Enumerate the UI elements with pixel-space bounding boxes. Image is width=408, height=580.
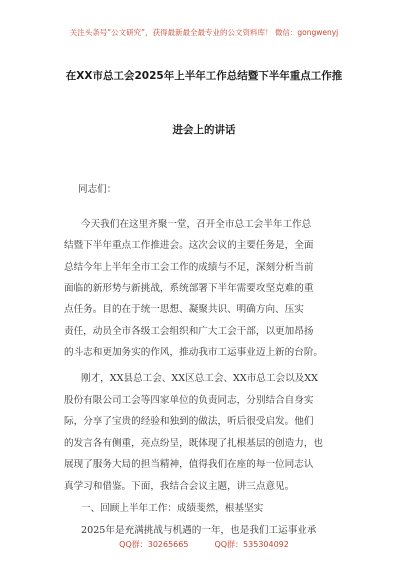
footer-qq-group-1: QQ群：30265665 (119, 540, 189, 549)
paragraph-line: 刚才，XX县总工会、XX区总工会、XX市总工会以及XX (81, 373, 318, 384)
document-title-line-2: 进会上的讲话 (172, 124, 236, 136)
paragraph-line: 责任，动员全市各级工会组织和广大工会干部，以更加昂扬 (64, 326, 314, 337)
paragraph-line: 面临的新形势与新挑战，系统部署下半年需要攻坚克难的重 (64, 283, 314, 294)
paragraph-line: 今天我们在这里齐聚一堂，召开全市总工会半年工作总 (81, 219, 312, 230)
paragraph-line: 总结今年上半年全市工会工作的成绩与不足，深刻分析当前 (64, 262, 314, 273)
footer-contact (0, 539, 408, 550)
paragraph-line: 际，分享了宝贵的经验和独到的做法，听后很受启发。他们 (64, 416, 314, 427)
paragraph-line: 的斗志和更加务实的作风，推动我市工运事业迈上新的台阶。 (64, 347, 324, 358)
footer-qq-group-2: QQ群：535304092 (214, 540, 289, 549)
paragraph-line: 2025年是充满挑战与机遇的一年，也是我们工运事业承 (81, 525, 317, 536)
paragraph-line: 点任务。目的在于统一思想、凝聚共识、明确方向、压实 (64, 304, 304, 315)
document-title-line-1: 在XX市总工会2025年上半年工作总结暨下半年重点工作推 (65, 70, 343, 82)
paragraph-line: 展现了服务大局的担当精神，值得我们在座的每一位同志认 (64, 459, 314, 470)
header-banner: 关注头条号“公文研究”，获得最新最全最专业的公文资料库！ 微信：gongwenyj (69, 28, 339, 37)
section-heading: 一、回顾上半年工作：成绩斐然，根基坚实 (81, 503, 264, 514)
paragraph-line: 结暨下半年重点工作推进会。这次会议的主要任务是，全面 (64, 240, 314, 251)
paragraph-line: 真学习和借鉴。下面，我结合会议主题，讲三点意见。 (64, 481, 295, 492)
salutation: 同志们： (78, 184, 117, 195)
paragraph-line: 的发言各有侧重，亮点纷呈，既体现了扎根基层的创造力，也 (64, 438, 324, 449)
paragraph-line: 股份有限公司工会等四家单位的负责同志，分别结合自身实 (64, 395, 314, 406)
